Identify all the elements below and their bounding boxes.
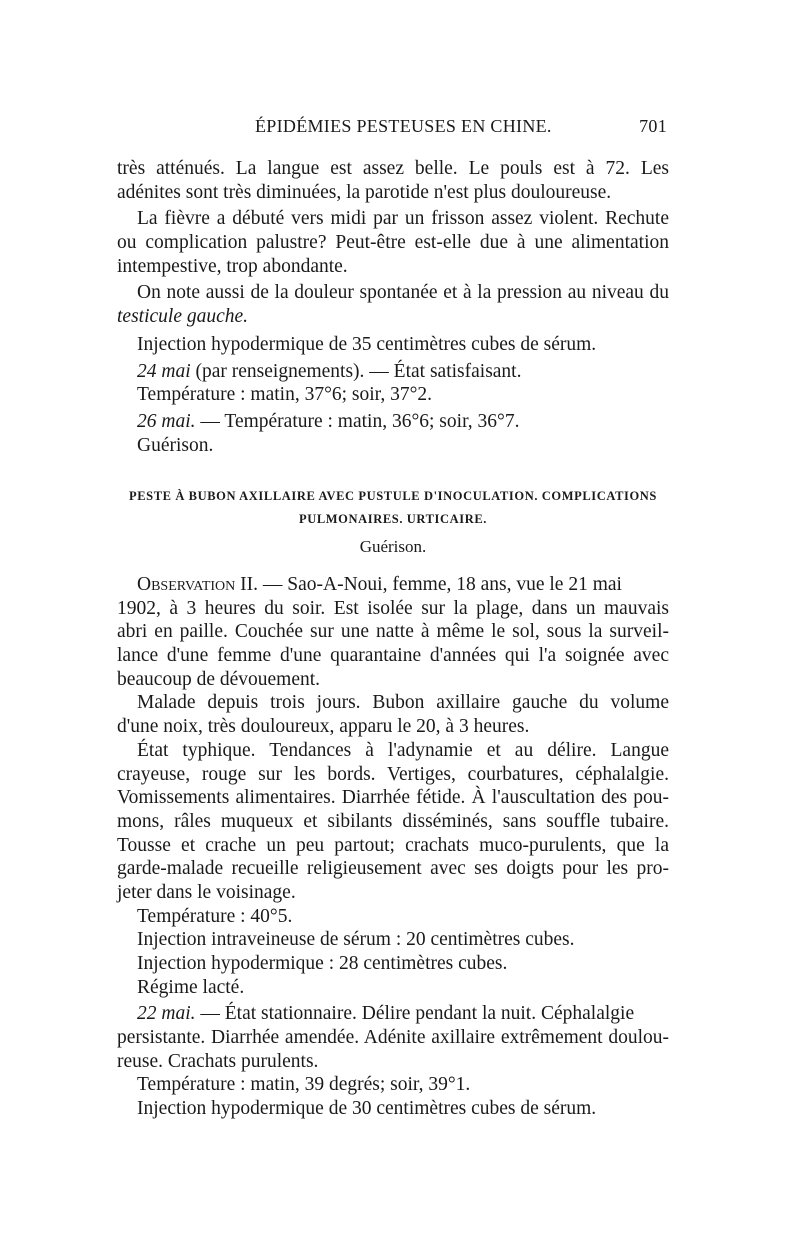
date-label: 26 mai. [137, 410, 196, 432]
date-label: 24 mai [137, 360, 191, 382]
text-line: Régime lacté. [137, 976, 245, 998]
section-title-line-1: PESTE À BUBON AXILLAIRE AVEC PUSTULE D'INOCULATION. COMPLICATIONS [129, 489, 657, 503]
text-line: — État stationnaire. Délire pendant la nuit. Céphalalgie [195, 1003, 635, 1025]
observation-label: Observation II. [137, 574, 259, 595]
text-line: intempestive, trop abondante. [117, 255, 348, 277]
text-line: (par renseignements). — État satisfaisant. [190, 360, 522, 382]
text-line: persistante. Diarrhée amendée. Adénite axillaire extrêmement doulou- [117, 1027, 669, 1049]
text-line: Température : matin, 39 degrés; soir, 39°1. [137, 1074, 471, 1096]
text-line: Tousse et crache un peu partout; crachats muco-purulents, que la [117, 834, 669, 856]
text-line: Injection intraveineuse de sérum : 20 centimètres cubes. [137, 929, 575, 951]
text-block-observation [117, 573, 669, 1121]
text-line: jeter dans le voisinage. [117, 881, 296, 903]
text-line: Guérison. [137, 434, 214, 456]
section-subtitle: Guérison. [359, 537, 427, 556]
italic-phrase: testicule gauche. [117, 306, 249, 328]
running-header [117, 116, 669, 144]
text-line: très atténués. La langue est assez belle. Le pouls est à 72. Les [117, 158, 669, 179]
section-title-line-2: PULMONAIRES. URTICAIRE. [298, 512, 488, 526]
text-line: Injection hypodermique : 28 centimètres cubes. [137, 953, 508, 974]
text-line: lance d'une femme d'une quarantaine d'années qui l'a soignée avec [117, 645, 669, 667]
running-title: ÉPIDÉMIES PESTEUSES EN CHINE. [255, 116, 552, 136]
text-line: reuse. Crachats purulents. [117, 1050, 319, 1072]
text-line: Malade depuis trois jours. Bubon axillaire gauche du volume [137, 692, 669, 714]
text-line: — Température : matin, 36°6; soir, 36°7. [195, 410, 520, 432]
page-number: 701 [639, 116, 667, 136]
text-line: Température : 40°5. [137, 905, 293, 927]
text-line: adénites sont très diminuées, la parotide n'est plus douloureuse. [117, 181, 612, 203]
text-line: Vomissements alimentaires. Diarrhée fétide. À l'auscultation des pou- [117, 787, 669, 809]
text-line: abri en paille. Couchée sur une natte à même le sol, sous la surveil- [117, 621, 669, 643]
text-line: garde-malade recueille religieusement avec ses doigts pour les pro- [117, 858, 669, 880]
text-block-top [117, 157, 669, 457]
text-line: crayeuse, rouge sur les bords. Vertiges, courbatures, céphalalgie. [117, 763, 669, 785]
text-line: Température : matin, 37°6; soir, 37°2. [137, 384, 433, 406]
text-line: On note aussi de la douleur spontanée et à la pression au niveau du [137, 282, 669, 304]
text-line: 1902, à 3 heures du soir. Est isolée sur la plage, dans un mauvais [117, 597, 669, 619]
date-label: 22 mai. [137, 1003, 196, 1025]
text-line: Injection hypodermique de 35 centimètres cubes de sérum. [137, 333, 597, 355]
text-line: mons, râles muqueux et sibilants disséminés, sans souffle tubaire. [117, 810, 669, 832]
text-line: d'une noix, très douloureux, apparu le 20, à 3 heures. [117, 716, 530, 738]
text-line: La fièvre a débuté vers midi par un frisson assez violent. Rechute [137, 208, 669, 230]
text-line: — Sao-A-Noui, femme, 18 ans, vue le 21 mai [258, 574, 622, 595]
text-line: Injection hypodermique de 30 centimètres cubes de sérum. [137, 1098, 597, 1120]
text-line: ou complication palustre? Peut-être est-elle due à une alimentation [117, 232, 669, 254]
text-line: beaucoup de dévouement. [117, 668, 321, 690]
text-line: État typhique. Tendances à l'adynamie et au délire. Langue [137, 739, 669, 761]
